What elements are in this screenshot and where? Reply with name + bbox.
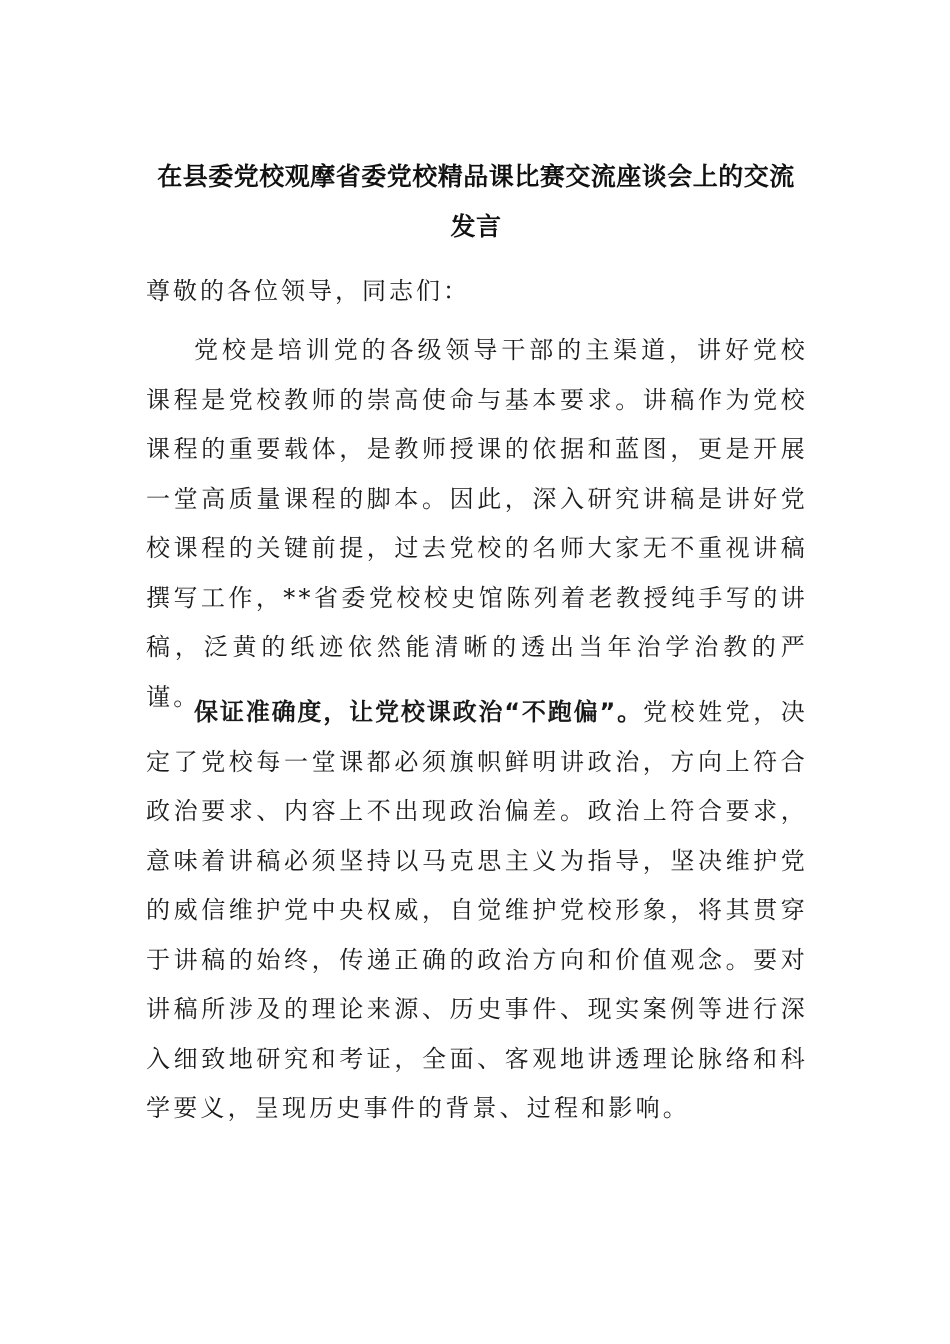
paragraph-intro-text: 党校是培训党的各级领导干部的主渠道，讲好党校课程是党校教师的崇高使命与基本要求。讲稿作为党校课程的重要载体，是教师授课的依据和蓝图，更是开展一堂高质量课程的脚本。因此，深入研究讲稿是讲好党校课程的关键前提，过去党校的名师大家无不重视讲稿撰写工作，**省委党校校史馆陈列着老教授纯手写的讲稿，泛黄的纸迹依然能清晰的透出当年治学治教的严谨。	[146, 336, 808, 711]
paragraph-intro	[146, 326, 808, 722]
paragraph-accuracy-heading: 保证准确度，让党校课政治“不跑偏”。	[194, 698, 644, 726]
paragraph-accuracy-text: 党校姓党，决定了党校每一堂课都必须旗帜鲜明讲政治，方向上符合政治要求、内容上不出现政治偏差。政治上符合要求，意味着讲稿必须坚持以马克思主义为指导，坚决维护党的威信维护党中央权威，自觉维护党校形象，将其贯穿于讲稿的始终，传递正确的政治方向和价值观念。要对讲稿所涉及的理论来源、历史事件、现实案例等进行深入细致地研究和考证，全面、客观地讲透理论脉络和科学要义，呈现历史事件的背景、过程和影响。	[146, 698, 809, 1122]
paragraph-accuracy	[146, 688, 808, 1134]
document-title: 在县委党校观摩省委党校精品课比赛交流座谈会上的交流发言	[157, 162, 795, 241]
salutation: 尊敬的各位领导，同志们：	[146, 277, 470, 305]
